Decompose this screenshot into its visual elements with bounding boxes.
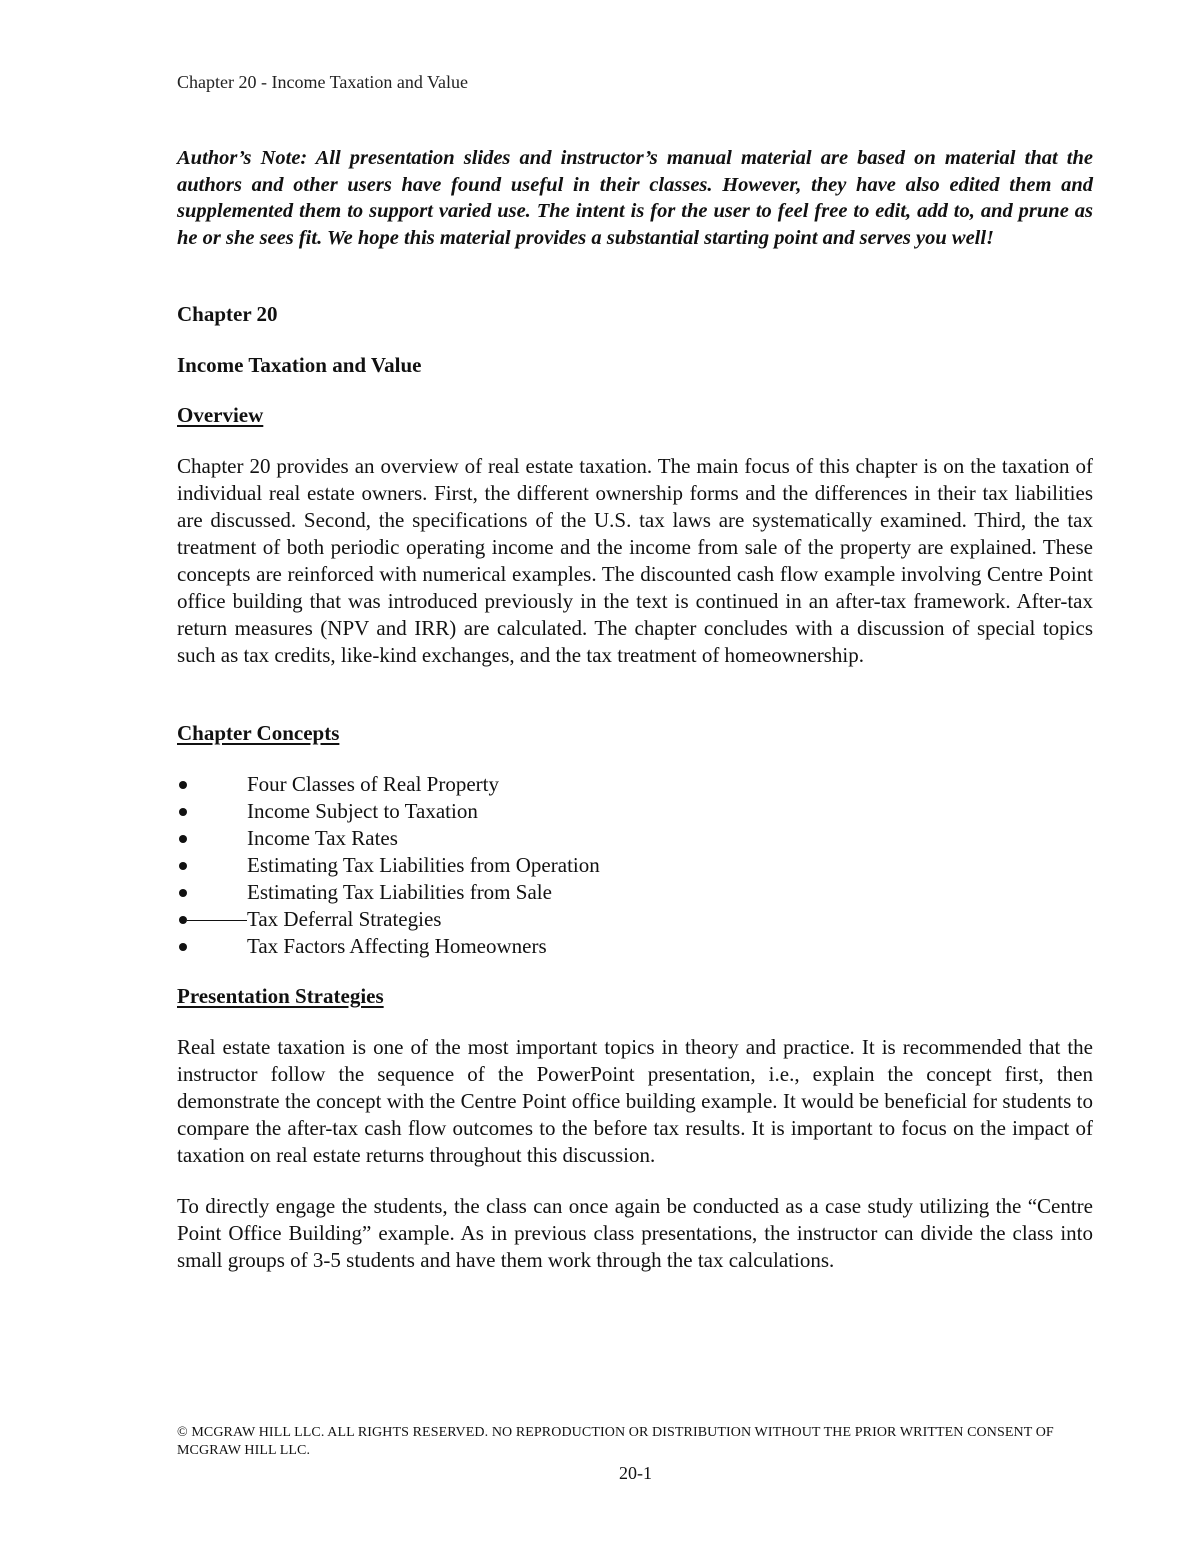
bullet-icon (179, 781, 187, 789)
list-item (177, 879, 600, 906)
concept-label: Income Subject to Taxation (247, 799, 478, 823)
concept-label: Four Classes of Real Property (247, 772, 499, 796)
copyright-footer: © MCGRAW HILL LLC. ALL RIGHTS RESERVED. NO REPRODUCTION OR DISTRIBUTION WITHOUT THE PRIOR WRITTEN CONSENT OF MCGRAW HILL LLC. (177, 1425, 1054, 1458)
dash-line (187, 920, 247, 921)
concept-label: Estimating Tax Liabilities from Sale (247, 880, 552, 904)
bullet-icon (179, 862, 187, 870)
list-item (177, 906, 600, 933)
concept-label: Tax Deferral Strategies (247, 907, 442, 931)
list-item (177, 798, 600, 825)
presentation-heading: Presentation Strategies (177, 984, 384, 1008)
concept-label: Tax Factors Affecting Homeowners (247, 934, 547, 958)
chapter-number: Chapter 20 (177, 302, 278, 326)
bullet-icon (179, 943, 187, 951)
list-item (177, 825, 600, 852)
chapter-title: Income Taxation and Value (177, 353, 422, 377)
concept-label: Income Tax Rates (247, 826, 398, 850)
running-header: Chapter 20 - Income Taxation and Value (177, 72, 468, 92)
presentation-paragraph-1: Real estate taxation is one of the most important topics in theory and practice. It is recommended that the instructor follow the sequence of the PowerPoint presentation, i.e., explain the concept first, then demonstrate the concept with the Centre Point office building example. It would be beneficial for students to compare the after-tax cash flow outcomes to the before tax results. It is important to focus on the impact of taxation on real estate returns throughout this discussion. (177, 1035, 1093, 1167)
overview-heading: Overview (177, 403, 264, 427)
page-number: 20-1 (619, 1463, 652, 1483)
concept-label: Estimating Tax Liabilities from Operation (247, 853, 600, 877)
authors-note: Author’s Note: All presentation slides and instructor’s manual material are based on material that the authors and other users have found useful in their classes. However, they have also edited them and supplemented them to support varied use. The intent is for the user to feel free to edit, add to, and prune as he or she sees fit. We hope this material provides a substantial starting point and serves you well! (177, 147, 1093, 249)
bullet-icon (179, 835, 187, 843)
bullet-icon (179, 889, 187, 897)
bullet-icon (179, 808, 187, 816)
presentation-paragraph-2: To directly engage the students, the class can once again be conducted as a case study utilizing the “Centre Point Office Building” example. As in previous class presentations, the instructor can divide the class into small groups of 3-5 students and have them work through the tax calculations. (177, 1194, 1093, 1272)
concepts-heading: Chapter Concepts (177, 721, 340, 745)
list-item (177, 933, 600, 960)
list-item (177, 771, 600, 798)
concepts-list (177, 771, 600, 960)
bullet-icon (179, 916, 187, 924)
list-item (177, 852, 600, 879)
overview-paragraph: Chapter 20 provides an overview of real estate taxation. The main focus of this chapter is on the taxation of individual real estate owners. First, the different ownership forms and the differences in their tax liabilities are discussed. Second, the specifications of the U.S. tax laws are systematically examined. Third, the tax treatment of both periodic operating income and the income from sale of the property are explained. These concepts are reinforced with numerical examples. The discounted cash flow example involving Centre Point office building that was introduced previously in the text is continued in an after-tax framework. After-tax return measures (NPV and IRR) are calculated. The chapter concludes with a discussion of special topics such as tax credits, like-kind exchanges, and the tax treatment of homeownership. (177, 454, 1093, 667)
